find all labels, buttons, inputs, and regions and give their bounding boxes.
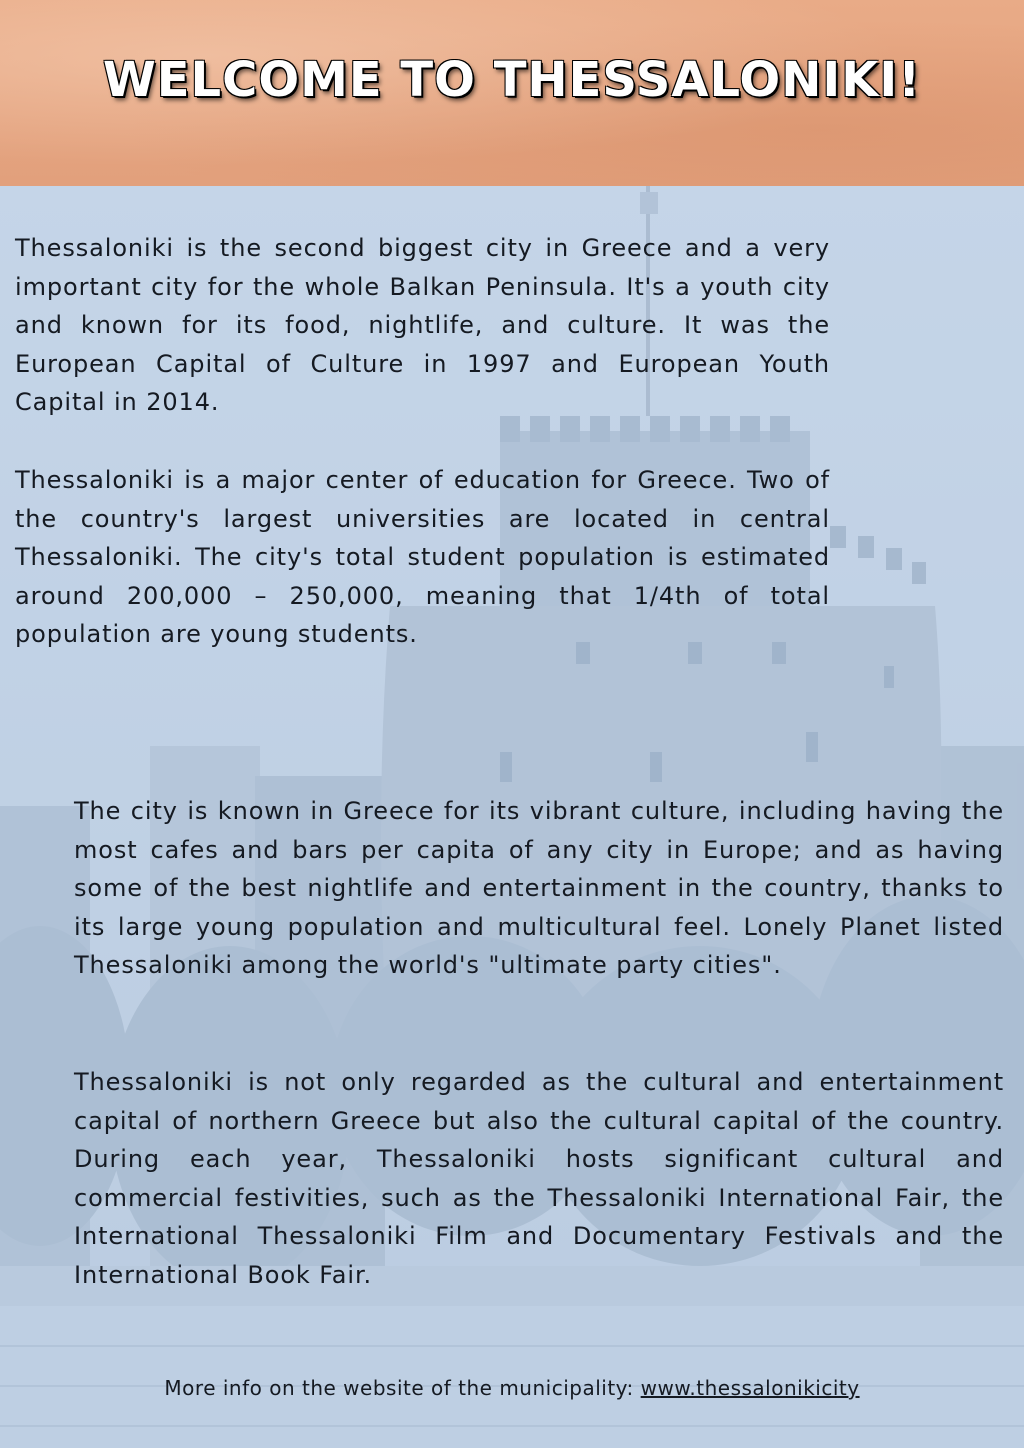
municipality-website-link[interactable]: www.thessalonikicity (640, 1376, 860, 1400)
culture-paragraph: The city is known in Greece for its vibrant culture, including having the most cafes and bars per capita of any city in Europe; and as having some of the best nightlife and entertainment in the country, thanks to its large young population and multicultural feel. Lonely Planet listed Thessaloniki among the world's "ultimate party cities". (74, 797, 1004, 980)
footer-text: More info on the website of the municipality: (164, 1376, 641, 1400)
footer (0, 1376, 1024, 1400)
education-paragraph: Thessaloniki is a major center of education for Greece. Two of the country's largest universities are located in central Thessaloniki. The city's total student population is estimated around 200,000 – 250,000, meaning that 1/4th of total population are young students. (15, 466, 830, 649)
intro-paragraph: Thessaloniki is the second biggest city in Greece and a very important city for the whole Balkan Peninsula. It's a youth city and known for its food, nightlife, and culture. It was the European Capital of Culture in 1997 and European Youth Capital in 2014. (15, 234, 830, 417)
header-banner (0, 0, 1024, 186)
page-title: WELCOME TO THESSALONIKI! (102, 52, 922, 108)
festivals-paragraph: Thessaloniki is not only regarded as the cultural and entertainment capital of northern Greece but also the cultural capital of the country. During each year, Thessaloniki hosts significant cultural and commercial festivities, such as the Thessaloniki International Fair, the International Thessaloniki Film and Documentary Festivals and the International Book Fair. (74, 1068, 1004, 1289)
